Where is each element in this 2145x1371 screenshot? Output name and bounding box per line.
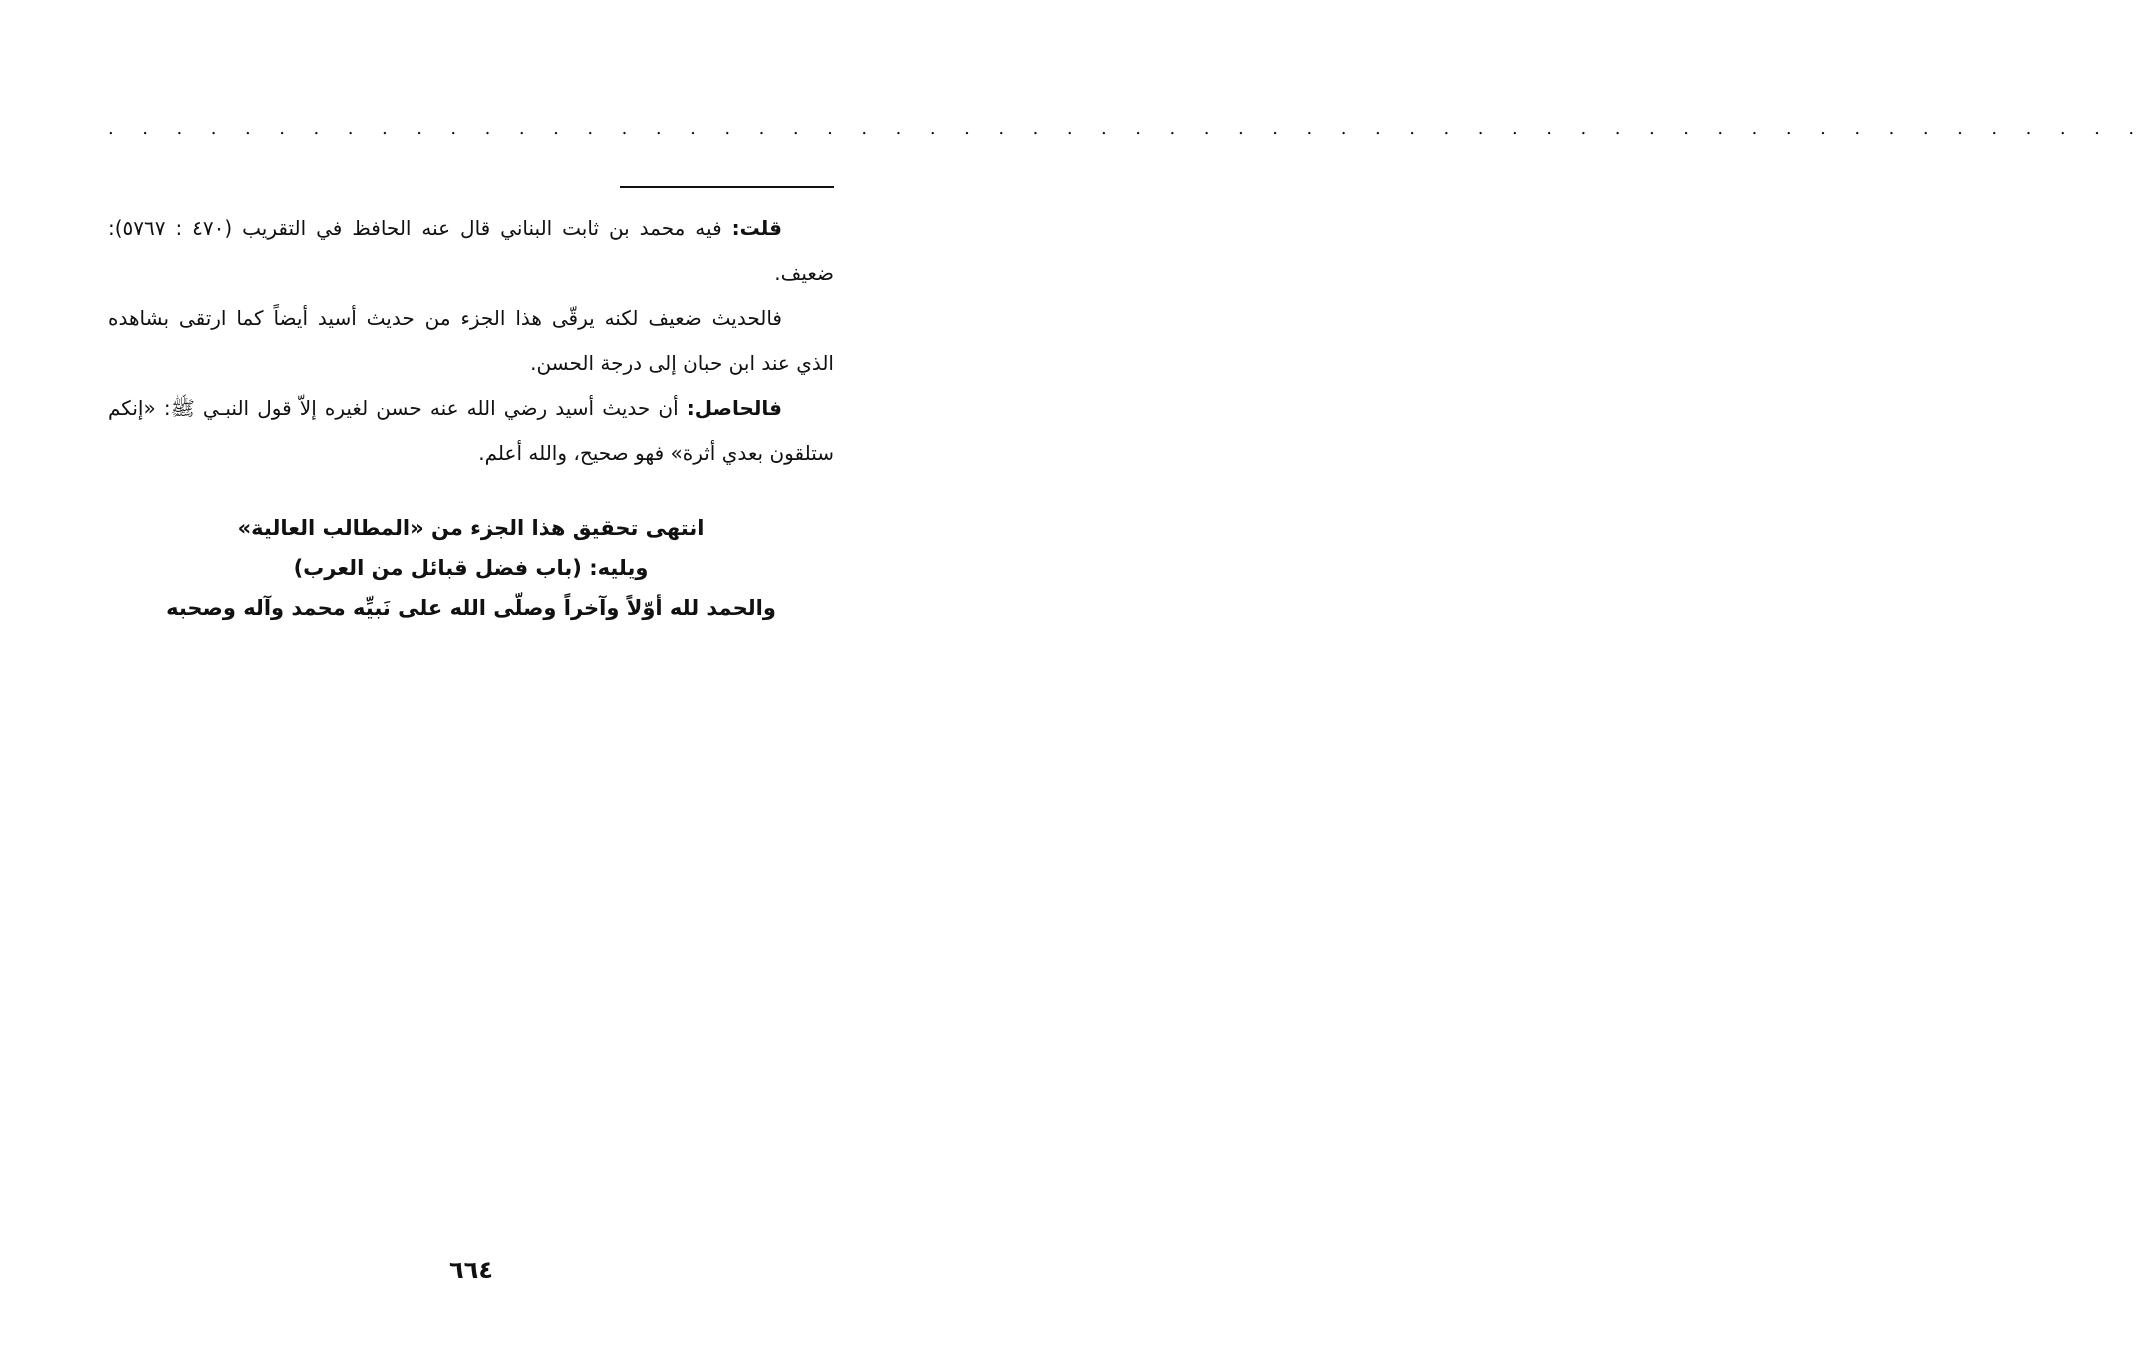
paragraph-conclusion [108,386,834,476]
paragraph-body: فيه محمد بن ثابت البناني قال عنه الحافظ في التقريب (٤٧٠ : ٥٧٦٧): ضعيف. [108,216,834,285]
closing-line-next-chapter: ويليه: (باب فضل قبائل من العرب) [293,556,649,580]
closing-statement [108,508,834,628]
commentary-text [108,206,834,476]
closing-line-doxology: والحمد لله أوّلاً وآخراً وصلّى الله على نَبيِّه محمد وآله وصحبه [166,596,776,620]
page-number: ٦٦٤ [449,1256,493,1284]
footnote-rule [620,186,834,188]
paragraph-body: فالحديث ضعيف لكنه يرقّى هذا الجزء من حديث أسيد أيضاً كما ارتقى بشاهده الذي عند ابن حبان إلى درجة الحسن. [108,306,834,375]
closing-line-end-of-part: انتهى تحقيق هذا الجزء من «المطالب العالية» [237,516,705,540]
paragraph-lead: فالحاصل: [686,396,782,420]
paragraph-lead: قلت: [731,216,783,240]
paragraph-body: أن حديث أسيد رضي الله عنه حسن لغيره إلاّ قول النبـي ﷺ: «إنكم ستلقون بعدي أثرة» فهو صحيح، والله أعلم. [108,396,834,465]
paragraph-hadith-status [108,296,834,386]
paragraph-qultu [108,206,834,296]
dotted-separator: . . . . . . . . . . . . . . . . . . . . . . . . . . . . . . . . . . . . . . . . . . . . . . . . . . . . . . . . . . . . [108,118,2145,139]
